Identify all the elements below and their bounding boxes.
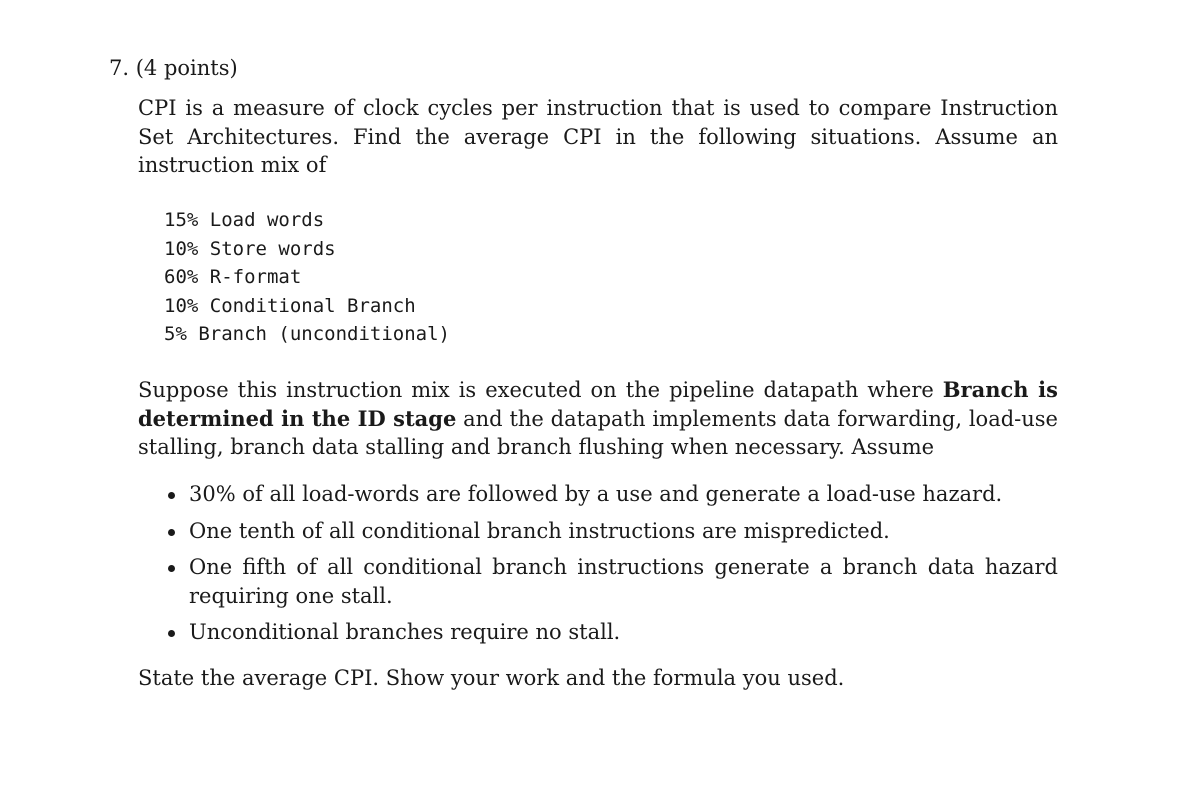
assumption-item (164, 553, 1058, 610)
mix-item: 60% R-format (164, 266, 302, 288)
suppose-bold-text: Branch is determined in the ID stage (138, 377, 1058, 431)
suppose-text-2: and the datapath implements data forwarding, load-use stalling, branch data stalling and branch flushing when necessary. Assume (138, 406, 1058, 459)
suppose-text-1: Suppose this instruction mix is executed on the pipeline datapath where (138, 378, 943, 402)
assumption-text: 30% of all load-words are followed by a use and generate a load-use hazard. (189, 482, 1003, 506)
question-points: (4 points) (135, 56, 238, 80)
instruction-mix-list (164, 206, 450, 349)
assumption-text: One fifth of all conditional branch instructions generate a branch data hazard requiring one stall. (189, 555, 1058, 608)
closing-instruction: State the average CPI. Show your work and the formula you used. (138, 666, 845, 690)
bullet-icon (168, 565, 175, 572)
mix-item: 10% Conditional Branch (164, 294, 416, 317)
bullet-icon (168, 630, 175, 637)
suppose-paragraph (138, 376, 1058, 462)
bullet-icon (168, 492, 175, 499)
bullet-icon (168, 529, 175, 536)
assumption-item (164, 618, 1058, 647)
question-header (109, 56, 238, 80)
mix-item: 5% Branch (unconditional) (164, 323, 450, 345)
assumption-text: Unconditional branches require no stall. (189, 620, 621, 644)
assumption-item (164, 480, 1058, 509)
mix-item: 15% Load words (164, 209, 325, 231)
assumption-text: One tenth of all conditional branch instructions are mispredicted. (189, 518, 890, 543)
mix-item: 10% Store words (164, 237, 336, 260)
assumptions-list (164, 480, 1058, 655)
assumption-item (164, 517, 1058, 546)
intro-paragraph: CPI is a measure of clock cycles per instruction that is used to compare Instruction Set Architectures. Find the average CPI in the following situations. Assume an instruction mix of (138, 96, 1058, 177)
question-number: 7. (109, 56, 130, 80)
